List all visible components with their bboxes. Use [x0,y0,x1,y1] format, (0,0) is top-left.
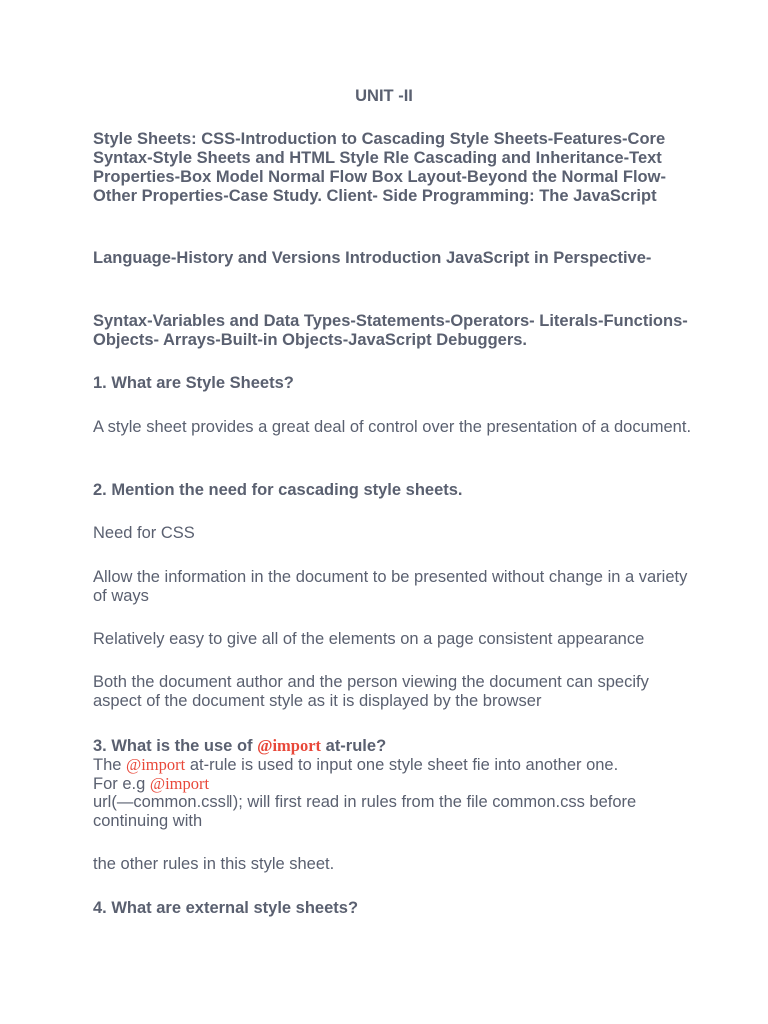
need-point-1: Allow the information in the document to be presented without change in a variety of ways [93,568,688,605]
answer-3-line [93,755,693,775]
syllabus-paragraph-1: Style Sheets: CSS-Introduction to Cascading Style Sheets-Features-Core Syntax-Style Sheets and HTML Style Rle Cascading and Inheritance-Text Properties-Box Model Normal Flow Box Layout-Beyond the Normal Flow-Other Properties-Case Study. Client- Side Programming: The JavaScript [93,130,666,205]
import-keyword: @import [126,755,186,774]
question-3 [93,736,693,756]
unit-title: UNIT -II [355,87,413,105]
import-keyword: @import [149,774,210,793]
need-point-2: Relatively easy to give all of the elements on a page consistent appearance [93,630,645,648]
question-2: 2. Mention the need for cascading style sheets. [93,481,463,499]
answer-3-the: The [93,756,122,774]
need-for-css-heading: Need for CSS [93,524,195,542]
syllabus-paragraph-2: Language-History and Versions Introduction JavaScript in Perspective- [93,249,652,267]
import-keyword: @import [257,736,322,755]
example-label: For e.g [93,775,146,793]
need-point-3: Both the document author and the person viewing the document can specify aspect of the document style as it is displayed by the browser [93,673,649,710]
syllabus-paragraph-3: Syntax-Variables and Data Types-Statements-Operators- Literals-Functions-Objects- Arrays-Built-in Objects-JavaScript Debuggers. [93,312,688,349]
question-4: 4. What are external style sheets? [93,899,359,917]
url-example: url(—common.css‖); will first read in rules from the file common.css before continuing with [93,793,637,830]
question-1: 1. What are Style Sheets? [93,374,294,392]
answer-3-rest: at-rule is used to input one style sheet fie into another one. [189,756,619,774]
question-3-prefix: 3. What is the use of [93,737,253,755]
example-line [93,774,693,794]
answer-1: A style sheet provides a great deal of control over the presentation of a document. [93,418,692,436]
question-3-suffix: at-rule? [325,737,387,755]
answer-3-tail: the other rules in this style sheet. [93,855,335,873]
